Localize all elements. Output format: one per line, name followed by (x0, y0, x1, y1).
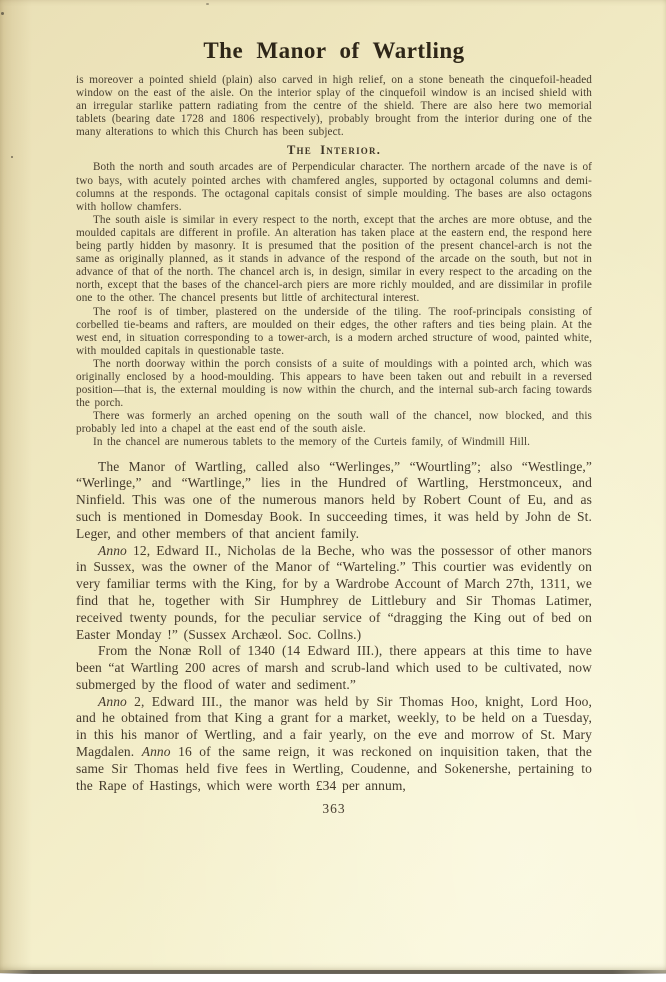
paragraph-south-aisle (76, 214, 592, 306)
text-run: 12, Edward II., Nicholas de la Beche, who was the possessor of other manors in Sussex, was the owner of the Manor of “Warteling.” This courtier was evidently on very familiar terms with the King, for by a Wardrobe Account of March 27th, 1311, we find that he, together with Sir Humphrey de Littlebury and Sir Thomas Latimer, received twenty pounds, for the peculiar service of “dragging the King out of bed on Easter Monday !” (Sussex Archæol. Soc. Collns.) (76, 542, 592, 642)
text-run: There was formerly an arched opening on the south wall of the chancel, now blocked, and this probably led into a chapel at the east end of the south aisle. (76, 410, 592, 436)
italic-text-run: Anno (141, 744, 171, 760)
text-run: The south aisle is similar in every respect to the north, except that the arches are more obtuse, and the moulded capitals are different in profile. An alteration has taken place at the eastern end, the respond here being partly hidden by masonry. It is presumed that the position of the present chancel-arch is not the same as originally planned, as it stands in advance of the respond of the arcade on the south, but not in advance of that of the north. The chancel arch is, in design, similar in every respect to the arcading on the north, except that the bases of the chancel-arch piers are more richly moulded, and are dissimilar in profile one to the other. The chancel presents but little of architectural interest. (76, 213, 592, 305)
paragraph-arcades (76, 161, 592, 213)
text-run: The Manor of Wartling, called also “Werlinges,” “Wourtling”; also “Westlinge,” “Werlinge,” and “Wartlinge,” lies in the Hundred of Wartling, Herstmonceux, and Ninfield. This was one of the numerous manors held by Robert Count of Eu, and as such is mentioned in Domesday Book. In succeeding times, it was held by John de St. Leger, and other members of that ancient family. (76, 458, 592, 541)
page-title: The Manor of Wartling (203, 38, 465, 63)
paragraph-north-doorway (76, 358, 592, 410)
text-run: 16 of the same reign, it was reckoned on inquisition taken, that the same Sir Thomas held five fees in Wertling, Coudenne, and Sokenershe, pertaining to the Rape of Hastings, which were worth £34 per annum, (76, 744, 592, 793)
paper-speck (1, 12, 4, 15)
italic-text-run: Anno (98, 542, 127, 558)
scan-bottom-edge (0, 970, 666, 974)
paragraph-nonae-roll (76, 643, 592, 693)
paragraph-anno-12 (76, 543, 592, 644)
section-heading: The Interior. (286, 143, 382, 158)
text-run: 2, Edward III., the manor was held by Sir Thomas Hoo, knight, Lord Hoo, and he obtained from that King a grant for a market, weekly, to be held on a Tuesday, in this his manor of Wertling, and a fair yearly, on the eve and morrow of St. Mary Magdalen. (76, 693, 592, 760)
italic-text-run: Anno (98, 693, 127, 709)
text-run: The north doorway within the porch consists of a suite of mouldings with a pointed arch, which was originally enclosed by a hood-moulding. This appears to have been taken out and rebuilt in a reversed position—that is, the external moulding is now within the church, and the internal sub-arch facing towards the porch. (76, 357, 592, 410)
text-run: In the chancel are numerous tablets to the memory of the Curteis family, of Windmill Hill. (93, 436, 531, 449)
paragraph-arched-opening (76, 410, 592, 436)
page-number: 363 (322, 801, 346, 817)
paragraph-continuation (76, 74, 592, 139)
paragraph-chancel-tablets (76, 436, 592, 449)
paper-speck (11, 156, 13, 158)
paragraph-anno-2 (76, 694, 592, 795)
text-run: is moreover a pointed shield (plain) also carved in high relief, on a stone beneath the cinquefoil-headed window on the east of the aisle. On the interior splay of the cinquefoil window is an incised shield with an irregular starlike pattern radiating from the centre of the shield. There are also here two memorial tablets (bearing date 1728 and 1806 respectively), probably brought from the interior during one of the many alterations to which this Church has been subject. (76, 74, 592, 139)
text-run: The roof is of timber, plastered on the underside of the tiling. The roof-principals consisting of corbelled tie-beams and rafters, are moulded on their edges, the other rafters and ties being plain. At the west end, in situation corresponding to a tower-arch, is a modern arched structure of wood, painted white, with moulded capitals in questionable taste. (76, 305, 592, 357)
page-content (76, 0, 592, 817)
paragraph-roof (76, 306, 592, 358)
text-run: From the Nonæ Roll of 1340 (14 Edward III.), there appears at this time to have been “at Wartling 200 acres of marsh and scrub-land which used to be cultivated, now submerged by the flood of water and sediment.” (76, 643, 592, 692)
paragraph-manor-names (76, 459, 592, 543)
text-run: Both the north and south arcades are of Perpendicular character. The northern arcade of the nave is of two bays, with acutely pointed arches with chamfered angles, supported by octagonal columns and demi-columns at the responds. The octagonal capitals consist of simple moulding. The bases are also octagons with hollow chamfers. (76, 161, 592, 213)
